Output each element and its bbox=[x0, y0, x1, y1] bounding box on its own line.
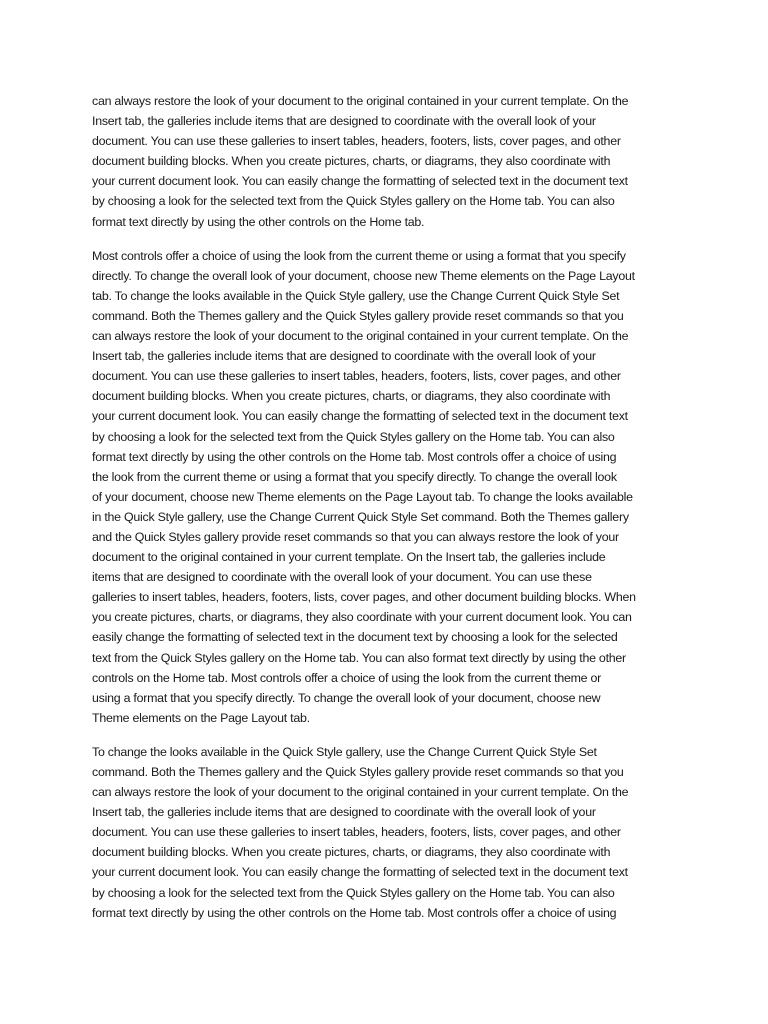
text-line: of your document, choose new Theme elements on the Page Layout tab. To change the looks available bbox=[92, 489, 633, 504]
text-line: and the Quick Styles gallery provide reset commands so that you can always restore the look of your bbox=[92, 529, 619, 544]
paragraph bbox=[92, 91, 684, 232]
paragraph bbox=[92, 246, 684, 728]
text-line: your current document look. You can easily change the formatting of selected text in the document text bbox=[92, 174, 628, 189]
text-line: using a format that you specify directly. To change the overall look of your document, choose new bbox=[92, 690, 601, 705]
text-line: Insert tab, the galleries include items that are designed to coordinate with the overall look of your bbox=[92, 349, 596, 364]
text-line: by choosing a look for the selected text from the Quick Styles gallery on the Home tab. You can also bbox=[92, 194, 615, 209]
text-line: document building blocks. When you create pictures, charts, or diagrams, they also coordinate with bbox=[92, 845, 611, 860]
text-line: galleries to insert tables, headers, footers, lists, cover pages, and other document building blocks. When bbox=[92, 590, 636, 605]
text-line: Most controls offer a choice of using the look from the current theme or using a format that you specify bbox=[92, 248, 626, 263]
text-line: your current document look. You can easily change the formatting of selected text in the document text bbox=[92, 409, 628, 424]
text-line: document. You can use these galleries to insert tables, headers, footers, lists, cover pages, and other bbox=[92, 134, 621, 149]
text-line: items that are designed to coordinate with the overall look of your document. You can use these bbox=[92, 570, 592, 585]
text-line: format text directly by using the other controls on the Home tab. Most controls offer a choice of using bbox=[92, 449, 617, 464]
text-line: can always restore the look of your document to the original contained in your current template. On the bbox=[92, 94, 629, 108]
text-line: command. Both the Themes gallery and the Quick Styles gallery provide reset commands so that you bbox=[92, 308, 624, 323]
text-line: directly. To change the overall look of your document, choose new Theme elements on the Page Layout bbox=[92, 268, 635, 283]
text-line: controls on the Home tab. Most controls offer a choice of using the look from the current theme or bbox=[92, 670, 602, 685]
text-line: format text directly by using the other controls on the Home tab. Most controls offer a choice of using bbox=[92, 905, 617, 920]
text-line: command. Both the Themes gallery and the Quick Styles gallery provide reset commands so that you bbox=[92, 765, 624, 779]
text-line: in the Quick Style gallery, use the Change Current Quick Style Set command. Both the Themes gallery bbox=[92, 509, 629, 524]
text-line: your current document look. You can easily change the formatting of selected text in the document text bbox=[92, 865, 628, 880]
text-line: document building blocks. When you create pictures, charts, or diagrams, they also coordinate with bbox=[92, 154, 611, 169]
text-line: document. You can use these galleries to insert tables, headers, footers, lists, cover pages, and other bbox=[92, 369, 621, 384]
text-line: Insert tab, the galleries include items that are designed to coordinate with the overall look of your bbox=[92, 114, 596, 129]
text-line: document. You can use these galleries to insert tables, headers, footers, lists, cover pages, and other bbox=[92, 825, 621, 840]
text-line: easily change the formatting of selected text in the document text by choosing a look for the selected bbox=[92, 630, 618, 645]
text-line: To change the looks available in the Quick Style gallery, use the Change Current Quick Style Set bbox=[92, 744, 597, 759]
text-line: the look from the current theme or using a format that you specify directly. To change the overall look bbox=[92, 469, 617, 484]
document-body bbox=[92, 91, 684, 937]
text-line: you create pictures, charts, or diagrams, they also coordinate with your current document look. You can bbox=[92, 610, 632, 625]
text-line: document to the original contained in your current template. On the Insert tab, the galleries include bbox=[92, 550, 606, 565]
text-line: by choosing a look for the selected text from the Quick Styles gallery on the Home tab. You can also bbox=[92, 429, 615, 444]
text-line: text from the Quick Styles gallery on the Home tab. You can also format text directly by using the other bbox=[92, 650, 626, 665]
paragraph bbox=[92, 742, 684, 923]
text-line: Insert tab, the galleries include items that are designed to coordinate with the overall look of your bbox=[92, 805, 596, 820]
text-line: can always restore the look of your document to the original contained in your current template. On the bbox=[92, 785, 629, 800]
text-line: Theme elements on the Page Layout tab. bbox=[92, 710, 310, 725]
text-line: can always restore the look of your document to the original contained in your current template. On the bbox=[92, 329, 629, 344]
text-line: tab. To change the looks available in the Quick Style gallery, use the Change Current Quick Style Set bbox=[92, 288, 620, 303]
text-line: document building blocks. When you create pictures, charts, or diagrams, they also coordinate with bbox=[92, 389, 611, 404]
text-line: format text directly by using the other controls on the Home tab. bbox=[92, 214, 425, 229]
text-line: by choosing a look for the selected text from the Quick Styles gallery on the Home tab. You can also bbox=[92, 885, 615, 900]
